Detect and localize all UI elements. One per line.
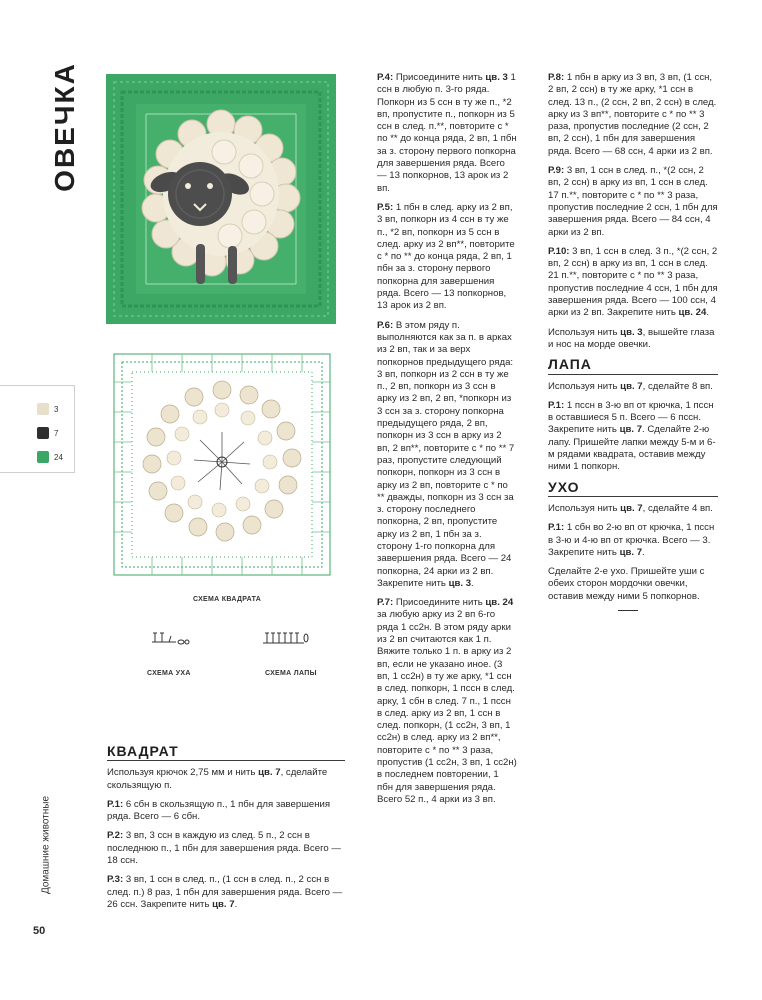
square-diagram-caption: СХЕМА КВАДРАТА <box>193 596 262 603</box>
row-6-instruction: Р.6: В этом ряду п. выполняются как за п. в арках из 2 вп, так и за верх попкорнов предыдущего ряда: 3 вп, попкорн из 2 ссн в ту же п., 2 вп, попкорн из 3 ссн в арку из 2 вп, 2 вп, *попкорн из 3 ссн за з. сторону попкорна предыдущего ряда, 2 вп, попкорн из 3 ссн в арку из 2 вп, 2 вп**, повторите с * по ** 7 раз, пропустите следующий попкорн, попкорн из 3 ссн в арку из 2 вп, повторите с * по ** дважды, попкорн из 3 ссн за з. сторону последнего попкорна, 2 вп, пропустите арку из 2 вп, 1 пбн за з. сторону 1-го попкорна для завершения ряда. Всего — 24 попкорна, 24 арки из 2 вп. Закрепите нить цв. 3. <box>377 319 515 589</box>
square-section <box>107 745 345 918</box>
section-label: Домашние животные <box>40 795 52 895</box>
square-row-1: Р.1: 6 сбн в скользящую п., 1 пбн для завершения ряда. Всего — 6 сбн. <box>107 798 331 823</box>
ear-row-1: Р.1: 1 сбн во 2-ю вп от крючка, 1 пссн в 3-ю и 4-ю вп от крючка. Всего — 3. Закрепите нить цв. 7. <box>548 522 715 558</box>
row-8-instruction: Р.8: 1 пбн в арку из 3 вп, 3 вп, (1 ссн, 2 вп, 2 ссн) в ту же арку, *1 ссн в след. 13 п., (2 ссн, 2 вп, 2 ссн) в след. арку из 3 вп**, повторите с * по ** 3 раза, пропустив последние (2 ссн, 2 вп, 2 ссн), 1 пбн для завершения ряда. Всего — 68 ссн, 4 арки из 2 вп. <box>548 72 717 157</box>
instructions-column-3 <box>548 72 718 611</box>
ear-heading: УХО <box>548 481 718 497</box>
paw-row-1: Р.1: 1 пссн в 3-ю вп от крючка, 1 пссн в оставшиеся 5 п. Всего — 6 пссн. Закрепите нить цв. 7. Сделайте 2-ю лапу. Пришейте лапки между 5-м и 6-м рядами квадрата, оставив между ними 1 попкорн. <box>548 399 716 473</box>
sheep-square-photo <box>106 74 336 324</box>
end-dash <box>618 610 638 612</box>
square-row-3: Р.3: 3 вп, 1 ссн в след. п., (1 ссн в след. п., 2 ссн в след. п.) 8 раз, 1 пбн для завершения ряда. Всего — 26 ссн. Закрепите нить цв. 7. <box>107 874 343 910</box>
swatch-green <box>37 451 49 463</box>
paw-diagram-caption: СХЕМА ЛАПЫ <box>265 670 317 677</box>
ear-diagram-caption: СХЕМА УХА <box>147 670 191 677</box>
square-row-2: Р.2: 3 вп, 3 ссн в каждую из след. 5 п., 2 ссн в последнюю п., 1 пбн для завершения ряда. Всего — 18 ссн. <box>107 830 341 867</box>
square-intro: Используя крючок 2,75 мм и нить цв. 7, сделайте скользящую п. <box>107 767 328 791</box>
embroider-note: Используя нить цв. 3, вышейте глаза и нос на морде овечки. <box>548 326 715 350</box>
swatch-label: 3 <box>54 405 59 414</box>
row-4-instruction: Р.4: Присоедините нить цв. 3 1 ссн в любую п. 3-го ряда. Попкорн из 5 ссн в ту же п., *2 вп, пропустите п., попкорн из 5 ссн в след. п.**, повторите с * по ** до конца ряда, 2 вп, 1 пбн за з. сторону первого попкорна для завершения ряда. Всего — 13 попкорнов, 13 арок из 2 вп. <box>377 72 517 194</box>
swatch-label: 24 <box>54 453 63 462</box>
paw-intro: Используя нить цв. 7, сделайте 8 вп. <box>548 380 713 392</box>
row-7-instruction: Р.7: Присоедините нить цв. 24 за любую арку из 2 вп 6-го ряда 1 сс2н. В этом ряду арки из 2 вп считаются как 1 п. Вяжите только 1 п. в арку из 2 вп, если не указано иное. (3 вп, 1 сс2н) в ту же арку, *1 ссн в след. попкорн, 1 пссн в след. арку, 1 сбн в след. 7 п., 1 пссн в след. арку из 2 вп, 1 ссн в след. попкорн, (1 сс2н, 3 вп, 1 сс2н) в след. арку из 2 вп**, повторите с * по ** 3 раза, пропустив (1 сс2н, 3 вп, 1 сс2н) в последнем повторении, 1 пбн для завершения ряда. Всего 52 п., 4 арки из 3 вп. <box>377 597 517 805</box>
page-title-vertical <box>40 62 90 192</box>
swatch-gray <box>37 427 49 439</box>
paw-heading: ЛАПА <box>548 358 718 374</box>
ear-diagram <box>150 630 190 646</box>
swatch-label: 7 <box>54 429 59 438</box>
square-heading: КВАДРАТ <box>107 745 345 761</box>
square-diagram <box>112 352 332 577</box>
page-title: ОВЕЧКА <box>49 62 80 192</box>
ear-intro: Используя нить цв. 7, сделайте 4 вп. <box>548 502 713 514</box>
row-10-instruction: Р.10: 3 вп, 1 ссн в след. 3 п., *(2 ссн, 2 вп, 2 ссн) в арку из вп, 1 ссн в след. 21 п.**, повторите с * по ** 3 раза, пропустив последние 4 ссн, 1 пбн для завершения ряда. Всего — 100 ссн, 4 арки из 2 вп. Закрепите нить цв. 24. <box>548 245 718 319</box>
section-label-vertical <box>34 770 58 920</box>
paw-diagram <box>262 630 310 646</box>
row-9-instruction: Р.9: 3 вп, 1 ссн в след. п., *(2 ссн, 2 вп, 2 ссн) в арку из вп, 1 ссн в след. 17 п.**, повторите с * по ** 3 раза, пропустив последние 2 ссн, 1 пбн для завершения ряда. Всего — 84 ссн, 4 арки из 2 вп. <box>548 165 718 238</box>
ear-finish: Сделайте 2-е ухо. Пришейте уши с обеих сторон мордочки овечки, оставив между ними 5 попкорнов. <box>548 566 705 602</box>
color-legend <box>0 385 75 473</box>
swatch-cream <box>37 403 49 415</box>
instructions-column-2 <box>377 72 517 813</box>
page-number: 50 <box>33 925 46 937</box>
row-5-instruction: Р.5: 1 пбн в след. арку из 2 вп, 3 вп, попкорн из 4 ссн в ту же п., *2 вп, попкорн из 5 ссн в след. арку из 2 вп**, повторите с * по ** до конца ряда, 2 вп, 1 пбн за з. сторону первого попкорна для завершения ряда. Всего — 13 попкорнов, 13 арок из 2 вп. <box>377 201 515 312</box>
